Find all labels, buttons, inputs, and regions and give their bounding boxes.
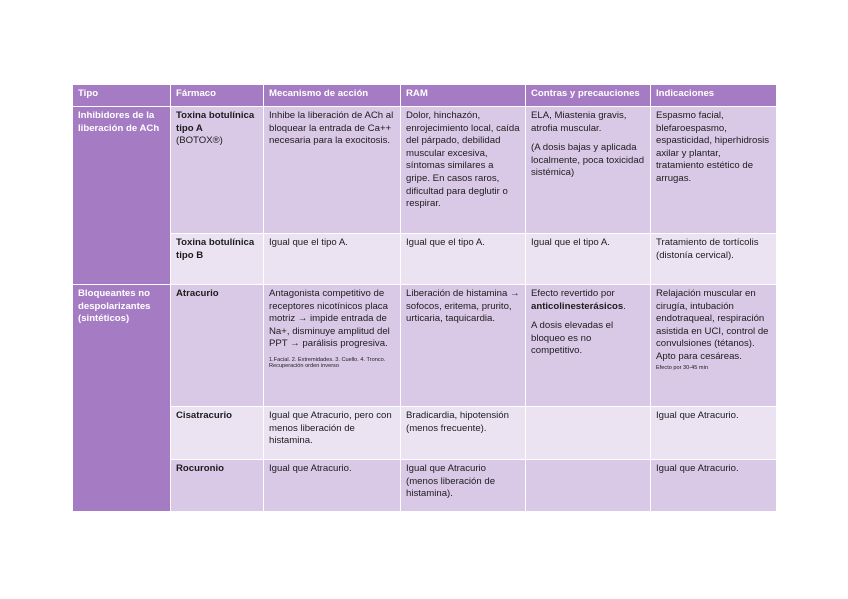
table-row xyxy=(73,407,777,460)
type-cell: Inhibidores de la liberación de ACh xyxy=(73,107,171,285)
drug-cell: Toxina botulínica tipo B xyxy=(171,234,264,285)
contraindications-cell xyxy=(526,107,651,234)
indications-cell: Espasmo facial, blefaroespasmo, espasticidad, hiperhidrosis axilar y plantar, tratamiento estético de arrugas. xyxy=(651,107,777,234)
contraindications-text: ELA, Miastenia gravis, atrofia muscular. xyxy=(531,110,627,134)
indications-cell: Tratamiento de tortícolis (distonía cervical). xyxy=(651,234,777,285)
type-cell: Bloqueantes no despolarizantes (sintéticos) xyxy=(73,285,171,512)
indications-cell: Igual que Atracurio. xyxy=(651,407,777,460)
indications-cell: Igual que Atracurio. xyxy=(651,460,777,512)
contraindications-note: A dosis elevadas el bloqueo es no competitivo. xyxy=(531,320,614,357)
contraindications-text: Efecto revertido por anticolinesterásicos. xyxy=(531,288,626,312)
table-row xyxy=(73,285,777,407)
header-indicaciones: Indicaciones xyxy=(651,85,777,107)
contraindications-cell: Igual que el tipo A. xyxy=(526,234,651,285)
indications-note: Efecto por 30-45 min xyxy=(656,364,708,371)
table-row xyxy=(73,460,777,512)
header-row xyxy=(73,85,777,107)
adverse-effects-cell: Igual que el tipo A. xyxy=(401,234,526,285)
drug-cell: Cisatracurio xyxy=(171,407,264,460)
header-farmaco: Fármaco xyxy=(171,85,264,107)
drug-cell: Rocuronio xyxy=(171,460,264,512)
mechanism-cell xyxy=(264,285,401,407)
contraindications-cell xyxy=(526,460,651,512)
mechanism-cell: Igual que Atracurio. xyxy=(264,460,401,512)
mechanism-note: Recuperación orden inverso xyxy=(269,363,339,370)
contraindications-cell xyxy=(526,285,651,407)
mechanism-cell: Igual que Atracurio, pero con menos liberación de histamina. xyxy=(264,407,401,460)
pharmacology-table xyxy=(72,84,777,512)
drug-name: Toxina botulínica tipo A xyxy=(176,110,255,134)
drug-cell: Atracurio xyxy=(171,285,264,407)
contraindications-note: (A dosis bajas y aplicada localmente, poca toxicidad sistémica) xyxy=(531,142,645,179)
indications-text: Relajación muscular en cirugía, intubación endotraqueal, respiración asistida en UCI, control de convulsiones (tétanos). Apto para cesáreas. xyxy=(656,288,769,362)
header-ram: RAM xyxy=(401,85,526,107)
adverse-effects-cell: Igual que Atracurio (menos liberación de histamina). xyxy=(401,460,526,512)
table-row xyxy=(73,234,777,285)
mechanism-cell: Inhibe la liberación de ACh al bloquear la entrada de Ca++ necesaria para la exocitosis. xyxy=(264,107,401,234)
drug-cell xyxy=(171,107,264,234)
mechanism-cell: Igual que el tipo A. xyxy=(264,234,401,285)
contraindications-cell xyxy=(526,407,651,460)
adverse-effects-cell: Dolor, hinchazón, enrojecimiento local, caída del párpado, debilidad muscular excesiva, síntomas similares a gripe. En casos raros, dificultad para deglutir o respirar. xyxy=(401,107,526,234)
drug-brand-note: (BOTOX®) xyxy=(176,135,223,147)
header-contras: Contras y precauciones xyxy=(526,85,651,107)
adverse-effects-cell: Bradicardia, hipotensión (menos frecuente). xyxy=(401,407,526,460)
header-tipo: Tipo xyxy=(73,85,171,107)
header-mecanismo: Mecanismo de acción xyxy=(264,85,401,107)
mechanism-text: Antagonista competitivo de receptores nicotínicos placa motriz → impide entrada de Na+, disminuye amplitud del PPT → parálisis progresiva. xyxy=(269,288,390,350)
contraindications-highlight: anticolinesterásicos xyxy=(531,300,624,312)
mechanism-note: 1.Facial. 2. Extremidades. 3. Cuello. 4. Tronco. xyxy=(269,356,386,363)
adverse-effects-cell: Liberación de histamina → sofocos, eritema, prurito, urticaria, taquicardia. xyxy=(401,285,526,407)
table-row xyxy=(73,107,777,234)
indications-cell xyxy=(651,285,777,407)
